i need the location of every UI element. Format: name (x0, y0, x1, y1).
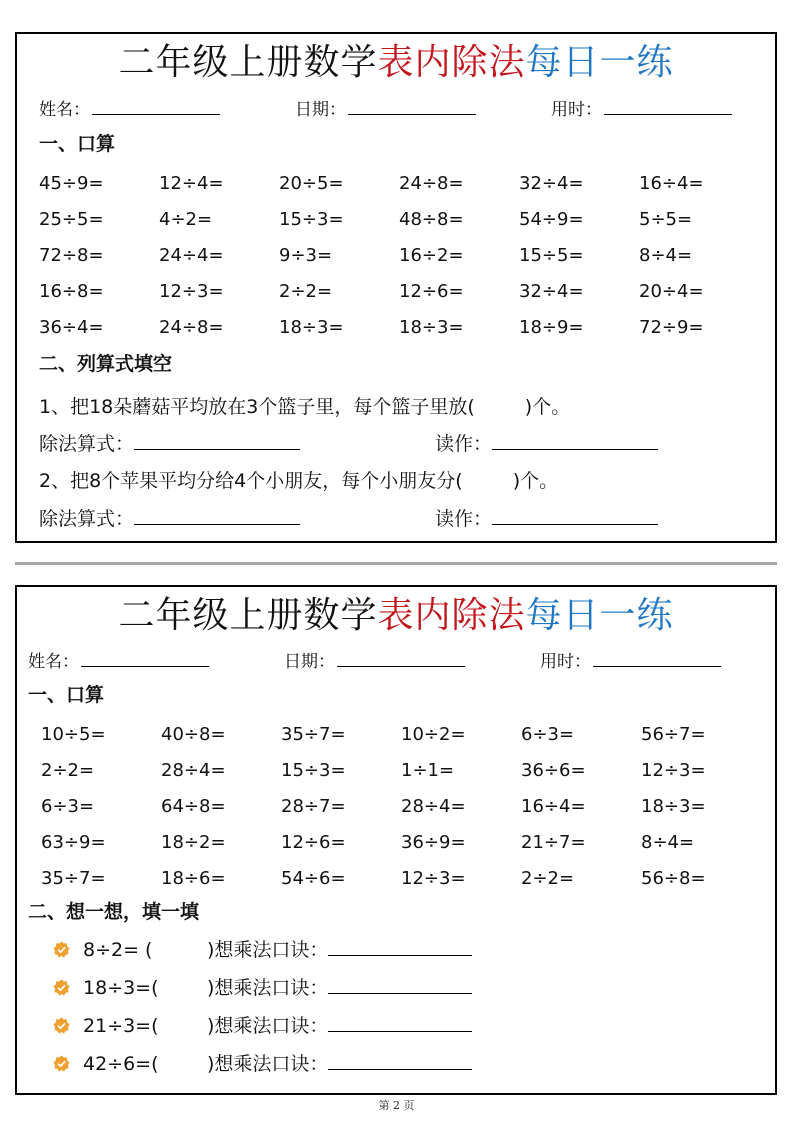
time-field[interactable]: 用时： (551, 96, 732, 122)
date-line[interactable] (337, 648, 465, 667)
date-field[interactable]: 日期： (295, 96, 476, 122)
oral-problem: 18÷3= (399, 317, 464, 338)
oral-problem: 2÷2= (521, 868, 575, 889)
oral-problem: 8÷4= (639, 245, 693, 266)
oral-problem: 40÷8= (161, 724, 226, 745)
oral-problem: 12÷3= (159, 281, 224, 302)
oral-problem: 28÷7= (281, 796, 346, 817)
time-line[interactable] (604, 96, 732, 115)
oral-problem: 24÷8= (159, 317, 224, 338)
oral-problem: 9÷3= (279, 245, 333, 266)
oral-problem: 15÷3= (281, 760, 346, 781)
oral-problem: 12÷6= (281, 832, 346, 853)
oral-problem: 18÷6= (161, 868, 226, 889)
oral-problem: 6÷3= (521, 724, 575, 745)
oral-problem: 72÷8= (39, 245, 104, 266)
oral-problem: 36÷9= (401, 832, 466, 853)
worksheet-title: 二年级上册数学表内除法每日一练 (118, 42, 674, 83)
read-blank[interactable] (492, 429, 658, 450)
oral-problem: 54÷9= (519, 209, 584, 230)
oral-problem: 6÷3= (41, 796, 95, 817)
oral-problem: 36÷4= (39, 317, 104, 338)
oral-problem: 24÷8= (399, 173, 464, 194)
oral-problem: 28÷4= (401, 796, 466, 817)
oral-problem: 35÷7= (281, 724, 346, 745)
section-heading-oral: 一、口算 (39, 133, 116, 155)
oral-problem: 1÷1= (401, 760, 455, 781)
question-2: 2、把8个苹果平均分给4个小朋友，每个小朋友分( )个。 (39, 470, 559, 492)
time-field[interactable]: 用时： (540, 648, 721, 674)
oral-problems-grid (41, 717, 761, 897)
oral-problem: 45÷9= (39, 173, 104, 194)
oral-problem: 2÷2= (41, 760, 95, 781)
oral-problem: 16÷8= (39, 281, 104, 302)
oral-problem: 15÷3= (279, 209, 344, 230)
oral-problem: 18÷9= (519, 317, 584, 338)
name-field[interactable]: 姓名： (39, 96, 220, 122)
oral-problem: 10÷2= (401, 724, 466, 745)
oral-problem: 20÷5= (279, 173, 344, 194)
section-heading-oral: 一、口算 (28, 684, 105, 706)
read-row-1: 读作： (435, 429, 658, 458)
worksheet-title: 二年级上册数学表内除法每日一练 (118, 595, 674, 636)
oral-problem: 16÷4= (521, 796, 586, 817)
oral-problem: 10÷5= (41, 724, 106, 745)
oral-problem: 4÷2= (159, 209, 213, 230)
read-blank[interactable] (492, 504, 658, 525)
worksheet-2: 二年级上册数学表内除法每日一练 姓名： 日期： 用时： 一、口算 10÷5= 40÷8= 35÷7= 10÷2= 6÷3= 56÷7= 2÷2= 28÷4= 15÷3= 1÷1= 36÷6= 12÷3= 6÷3= 64÷8= 28÷7= 28÷4= 16÷4= 18÷3= 63÷9= 18÷2= 12÷6= 36÷9= 21÷7= 8÷4= 35÷7= 18÷6= 54÷6= 12÷3= 2÷2= 56÷8= 二、想一想，填一填 8÷2= ( )想乘法口诀： 18÷3=( )想乘法口诀： 21÷3=( )想乘法口诀： 42÷6=( )想乘法口诀： (15, 585, 777, 1095)
rhyme-blank[interactable] (328, 935, 472, 956)
rhyme-blank[interactable] (328, 1011, 472, 1032)
oral-problem: 36÷6= (521, 760, 586, 781)
check-badge-icon (53, 1055, 70, 1072)
question-1: 1、把18朵蘑菇平均放在3个篮子里，每个篮子里放( )个。 (39, 396, 571, 418)
oral-problem: 48÷8= (399, 209, 464, 230)
time-line[interactable] (593, 648, 721, 667)
oral-problem: 32÷4= (519, 173, 584, 194)
formula-row-1: 除法算式： (39, 429, 300, 458)
oral-problem: 15÷5= (519, 245, 584, 266)
rhyme-blank[interactable] (328, 1049, 472, 1070)
section-heading-think: 二、想一想，填一填 (28, 901, 200, 923)
oral-problem: 18÷2= (161, 832, 226, 853)
oral-problem: 5÷5= (639, 209, 693, 230)
date-line[interactable] (348, 96, 476, 115)
check-badge-icon (53, 1017, 70, 1034)
formula-row-2: 除法算式： (39, 504, 300, 533)
oral-problem: 24÷4= (159, 245, 224, 266)
name-line[interactable] (92, 96, 220, 115)
oral-problem: 12÷4= (159, 173, 224, 194)
name-field[interactable]: 姓名： (28, 648, 209, 674)
formula-blank[interactable] (134, 504, 300, 525)
formula-blank[interactable] (134, 429, 300, 450)
oral-problem: 12÷3= (401, 868, 466, 889)
check-badge-icon (53, 941, 70, 958)
oral-problem: 18÷3= (641, 796, 706, 817)
oral-problem: 32÷4= (519, 281, 584, 302)
oral-problem: 35÷7= (41, 868, 106, 889)
page-footer: 第 2 页 (378, 1099, 415, 1112)
oral-problem: 12÷6= (399, 281, 464, 302)
oral-problem: 54÷6= (281, 868, 346, 889)
oral-problem: 20÷4= (639, 281, 704, 302)
check-badge-icon (53, 979, 70, 996)
worksheet-1 (15, 32, 777, 543)
oral-problem: 25÷5= (39, 209, 104, 230)
oral-problem: 72÷9= (639, 317, 704, 338)
oral-problem: 18÷3= (279, 317, 344, 338)
oral-problem: 8÷4= (641, 832, 695, 853)
read-row-2: 读作： (435, 504, 658, 533)
oral-problem: 12÷3= (641, 760, 706, 781)
oral-problem: 28÷4= (161, 760, 226, 781)
page-divider (15, 562, 777, 565)
oral-problem: 21÷7= (521, 832, 586, 853)
oral-problem: 16÷4= (639, 173, 704, 194)
rhyme-blank[interactable] (328, 973, 472, 994)
oral-problem: 16÷2= (399, 245, 464, 266)
oral-problem: 63÷9= (41, 832, 106, 853)
section-heading-fill: 二、列算式填空 (39, 353, 173, 375)
date-field[interactable]: 日期： (284, 648, 465, 674)
oral-problem: 56÷7= (641, 724, 706, 745)
oral-problem: 2÷2= (279, 281, 333, 302)
oral-problem: 56÷8= (641, 868, 706, 889)
name-line[interactable] (81, 648, 209, 667)
oral-problems-grid (39, 166, 759, 346)
oral-problem: 64÷8= (161, 796, 226, 817)
